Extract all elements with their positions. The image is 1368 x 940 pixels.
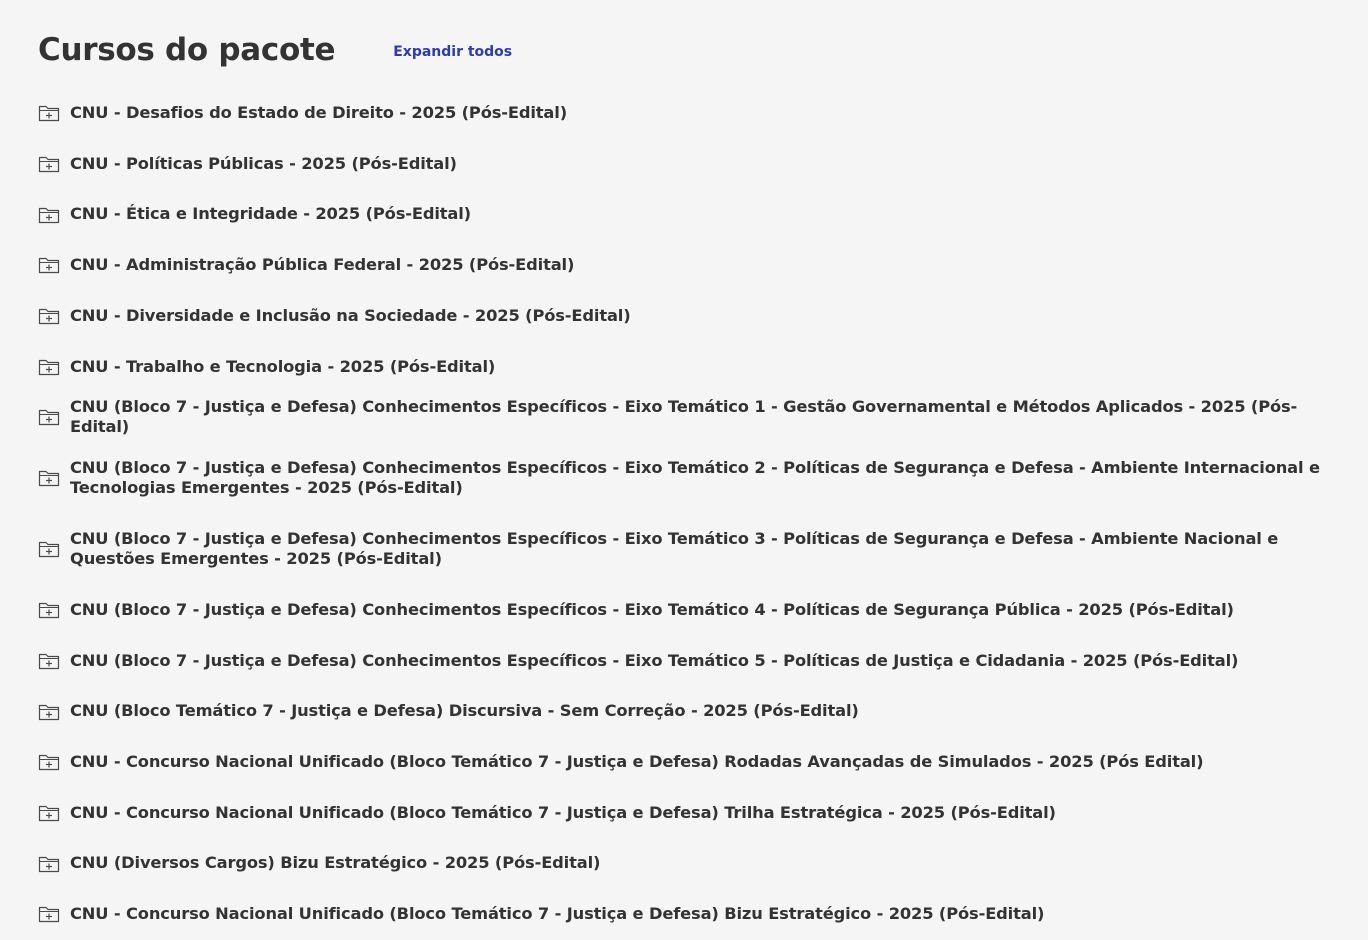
folder-plus-icon[interactable] (38, 753, 60, 771)
course-item[interactable] (38, 737, 1348, 788)
folder-plus-icon[interactable] (38, 652, 60, 670)
course-item[interactable] (38, 686, 1348, 737)
course-item[interactable] (38, 443, 1348, 514)
folder-plus-icon[interactable] (38, 469, 60, 487)
folder-plus-icon[interactable] (38, 307, 60, 325)
folder-plus-icon[interactable] (38, 540, 60, 558)
course-item[interactable] (38, 636, 1348, 687)
course-title: CNU - Ética e Integridade - 2025 (Pós-Edital) (70, 204, 471, 224)
course-item[interactable] (38, 838, 1348, 889)
course-title: CNU - Políticas Públicas - 2025 (Pós-Edital) (70, 153, 457, 173)
course-item[interactable] (38, 514, 1348, 585)
folder-plus-icon[interactable] (38, 206, 60, 224)
folder-plus-icon[interactable] (38, 703, 60, 721)
course-item[interactable] (38, 189, 1348, 240)
course-title: CNU (Bloco 7 - Justiça e Defesa) Conhecimentos Específicos - Eixo Temático 4 - Políticas de Segurança Pública - 2025 (Pós-Edital) (70, 599, 1234, 619)
course-list (38, 88, 1348, 940)
course-item[interactable] (38, 139, 1348, 190)
course-title: CNU - Concurso Nacional Unificado (Bloco Temático 7 - Justiça e Defesa) Bizu Estratégico - 2025 (Pós-Edital) (70, 904, 1045, 924)
course-title: CNU (Bloco 7 - Justiça e Defesa) Conhecimentos Específicos - Eixo Temático 1 - Gestão Governamental e Métodos Aplicados - 2025 (Pós-Edital) (70, 396, 1298, 437)
folder-plus-icon[interactable] (38, 256, 60, 274)
header (38, 28, 512, 72)
folder-plus-icon[interactable] (38, 855, 60, 873)
course-item[interactable] (38, 240, 1348, 291)
course-item[interactable] (38, 788, 1348, 839)
folder-plus-icon[interactable] (38, 905, 60, 923)
course-title: CNU - Concurso Nacional Unificado (Bloco Temático 7 - Justiça e Defesa) Trilha Estratégica - 2025 (Pós-Edital) (70, 802, 1056, 822)
course-title: CNU (Diversos Cargos) Bizu Estratégico - 2025 (Pós-Edital) (70, 853, 601, 873)
course-title: CNU - Diversidade e Inclusão na Sociedade - 2025 (Pós-Edital) (70, 305, 631, 325)
folder-plus-icon[interactable] (38, 358, 60, 376)
course-title: CNU - Desafios do Estado de Direito - 2025 (Pós-Edital) (70, 103, 567, 123)
page-title: Cursos do pacote (38, 32, 336, 68)
course-title: CNU - Administração Pública Federal - 2025 (Pós-Edital) (70, 255, 575, 275)
course-item[interactable] (38, 291, 1348, 342)
folder-plus-icon[interactable] (38, 155, 60, 173)
folder-plus-icon[interactable] (38, 408, 60, 426)
course-item[interactable] (38, 392, 1348, 443)
expand-all-button[interactable]: Expandir todos (393, 44, 513, 60)
course-title: CNU - Trabalho e Tecnologia - 2025 (Pós-Edital) (70, 356, 496, 376)
course-item[interactable] (38, 585, 1348, 636)
course-item[interactable] (38, 341, 1348, 392)
course-title: CNU (Bloco 7 - Justiça e Defesa) Conhecimentos Específicos - Eixo Temático 3 - Políticas de Segurança e Defesa - Ambiente Nacional e Questões Emergentes - 2025 (Pós-Edital) (70, 528, 1279, 569)
course-title: CNU (Bloco Temático 7 - Justiça e Defesa) Discursiva - Sem Correção - 2025 (Pós-Edital) (70, 701, 859, 721)
course-item[interactable] (38, 889, 1348, 940)
folder-plus-icon[interactable] (38, 601, 60, 619)
course-title: CNU - Concurso Nacional Unificado (Bloco Temático 7 - Justiça e Defesa) Rodadas Avançadas de Simulados - 2025 (Pós Edital) (70, 751, 1204, 771)
folder-plus-icon[interactable] (38, 804, 60, 822)
course-title: CNU (Bloco 7 - Justiça e Defesa) Conhecimentos Específicos - Eixo Temático 5 - Políticas de Justiça e Cidadania - 2025 (Pós-Edital) (70, 650, 1239, 670)
folder-plus-icon[interactable] (38, 104, 60, 122)
course-title: CNU (Bloco 7 - Justiça e Defesa) Conhecimentos Específicos - Eixo Temático 2 - Políticas de Segurança e Defesa - Ambiente Internacional e Tecnologias Emergentes - 2025 (Pós-Edital) (70, 457, 1320, 498)
course-item[interactable] (38, 88, 1348, 139)
